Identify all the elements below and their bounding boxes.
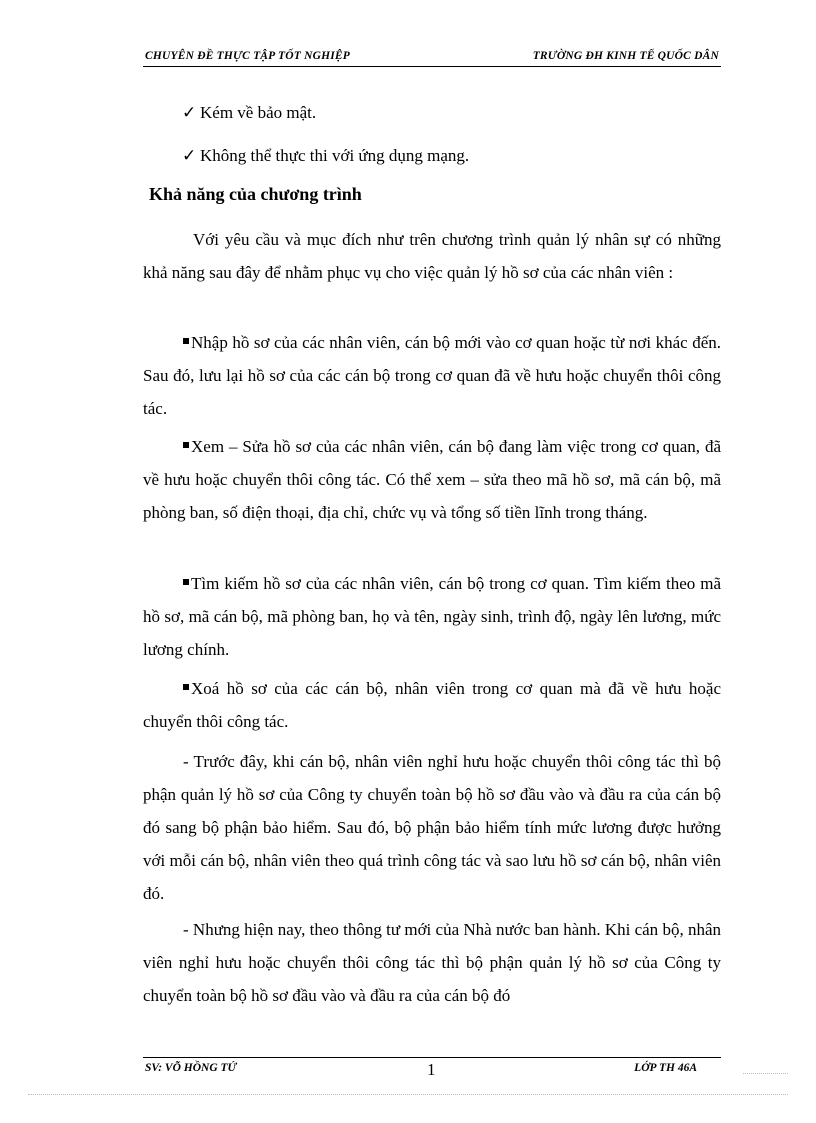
header-left-title: CHUYÊN ĐỀ THỰC TẬP TỐT NGHIỆP	[145, 50, 350, 62]
page-edge-divider	[743, 1073, 788, 1074]
checklist-item-text: Kém về bảo mật.	[200, 103, 317, 122]
page-footer	[143, 1057, 721, 1080]
page-header	[143, 46, 721, 67]
footer-student-name: SV: VÕ HỒNG TỨ	[145, 1062, 237, 1074]
checklist-item-text: Không thể thực thi với ứng dụng mạng.	[200, 146, 470, 165]
bullet-paragraph: Xem – Sửa hồ sơ của các nhân viên, cán bộ đang làm việc trong cơ quan, đã về hưu hoặc chuyển thôi công tác. Có thể xem – sửa theo mã hồ sơ, mã cán bộ, mã phòng ban, số điện thoại, địa chỉ, chức vụ và tổng số tiền lĩnh trong tháng.	[143, 437, 721, 522]
checklist-item	[182, 102, 316, 124]
square-bullet-icon	[183, 338, 189, 344]
bullet-paragraph: Tìm kiếm hồ sơ của các nhân viên, cán bộ trong cơ quan. Tìm kiếm theo mã hồ sơ, mã cán bộ, mã phòng ban, họ và tên, ngày sinh, trình độ, ngày lên lương, mức lương chính.	[143, 574, 721, 659]
page-number: 1	[427, 1060, 436, 1079]
header-right-title: TRƯỜNG ĐH KINH TẾ QUỐC DÂN	[532, 50, 719, 62]
checkmark-icon: ✓	[182, 103, 197, 122]
bullet-paragraph: Nhập hồ sơ của các nhân viên, cán bộ mới vào cơ quan hoặc từ nơi khác đến. Sau đó, lưu lại hồ sơ của các cán bộ trong cơ quan đã về hưu hoặc chuyển thôi công tác.	[143, 333, 721, 418]
dash-paragraph: - Nhưng hiện nay, theo thông tư mới của Nhà nước ban hành. Khi cán bộ, nhân viên nghỉ hưu hoặc chuyển thôi công tác thì bộ phận quản lý hồ sơ của Công ty chuyển toàn bộ hồ sơ đầu vào và đầu ra của cán bộ đó	[143, 920, 721, 1005]
square-bullet-icon	[183, 442, 189, 448]
page-bottom-divider	[28, 1094, 788, 1095]
dash-paragraph: - Trước đây, khi cán bộ, nhân viên nghỉ hưu hoặc chuyển thôi công tác thì bộ phận quản lý hồ sơ của Công ty chuyển toàn bộ hồ sơ đầu vào và đầu ra của cán bộ đó sang bộ phận bảo hiểm. Sau đó, bộ phận bảo hiểm tính mức lương được hưởng với mỗi cán bộ, nhân viên theo quá trình công tác và sao lưu hồ sơ cán bộ, nhân viên đó.	[143, 752, 721, 903]
bullet-paragraph: Xoá hồ sơ của các cán bộ, nhân viên trong cơ quan mà đã về hưu hoặc chuyển thôi công tác.	[143, 679, 721, 731]
square-bullet-icon	[183, 684, 189, 690]
checklist-item	[182, 145, 469, 167]
section-heading: Khả năng của chương trình	[149, 184, 362, 204]
footer-class-name: LỚP TH 46A	[634, 1062, 697, 1074]
intro-paragraph: Với yêu cầu và mục đích như trên chương trình quản lý nhân sự có những khả năng sau đây để nhằm phục vụ cho việc quản lý hồ sơ của các nhân viên :	[143, 230, 721, 282]
square-bullet-icon	[183, 579, 189, 585]
checkmark-icon: ✓	[182, 146, 197, 165]
